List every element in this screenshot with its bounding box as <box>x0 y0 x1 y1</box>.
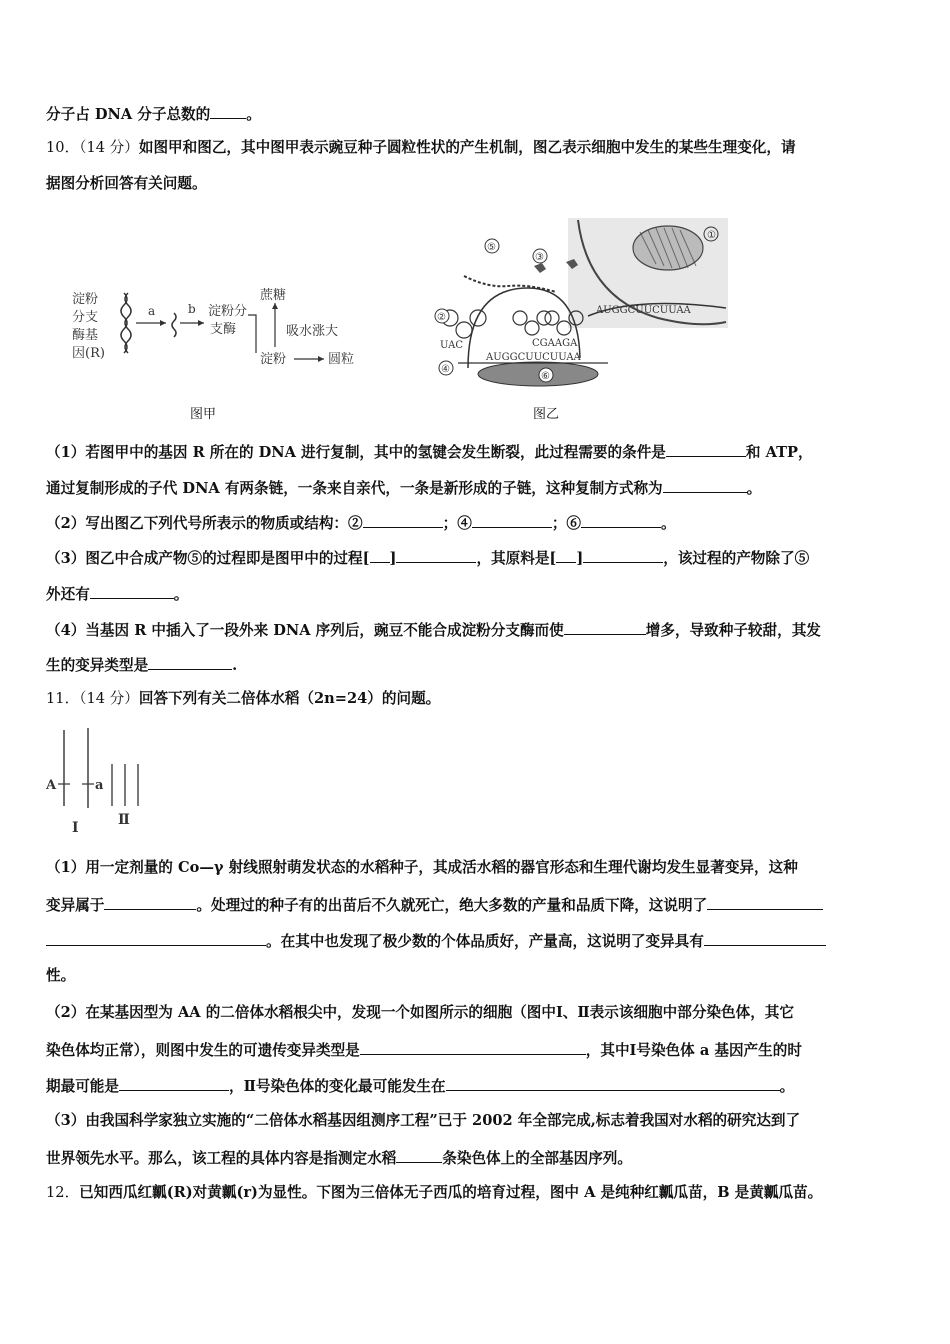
q11-3-line-1: （3）由我国科学家独立实施的“二倍体水稻基因组测序工程”已于 2002 年全部完成,标志着我国对水稻的研究达到了 <box>46 1112 801 1129</box>
round-label: 圆粒 <box>328 352 355 367</box>
answer-blank[interactable] <box>707 894 823 910</box>
q10-4-line-2: 生的变异类型是 . <box>46 654 237 676</box>
q10-3-line-1: （3）图乙中合成产物⑤的过程即是图甲中的过程[ ] ，其原料是[ ] ，该过程的产物除了⑤ <box>46 547 809 569</box>
answer-blank[interactable] <box>472 512 552 528</box>
gene-label-line: 分支 <box>72 310 99 325</box>
starch-label: 淀粉 <box>260 352 287 367</box>
q10-3-line-2: 外还有 。 <box>46 583 188 605</box>
gene-label-line: 淀粉 <box>72 292 99 307</box>
dna-helix-icon <box>125 293 131 353</box>
q10-intro-line-1: 10．（14 分）如图甲和图乙，其中图甲表示豌豆种子圆粒性状的产生机制，图乙表示细胞中发生的某些生理变化，请 <box>46 139 796 156</box>
ribosome-small-subunit <box>478 362 598 386</box>
q10-2-line: （2）写出图乙下列代号所表示的物质或结构：② ；④ ；⑥ 。 <box>46 512 676 534</box>
answer-blank[interactable] <box>370 547 390 563</box>
q12-intro-line: 12．已知西瓜红瓤(R)对黄瓤(r)为显性。下图为三倍体无子西瓜的培育过程，图中 A 是纯种红瓤瓜苗，B 是黄瓤瓜苗。 <box>46 1184 823 1201</box>
enzyme-label: 淀粉分 <box>208 304 248 319</box>
arrow-b-label: b <box>188 302 196 316</box>
codon-box-label: CGAAGA <box>532 338 578 349</box>
label-6: ⑥ <box>541 371 550 382</box>
water-label: 吸水涨大 <box>286 324 339 339</box>
answer-blank[interactable] <box>396 1147 442 1163</box>
label-5: ⑤ <box>487 242 496 253</box>
answer-blank[interactable] <box>583 547 663 563</box>
mrna-seq-label: AUGGCUUCUUAA <box>486 352 581 363</box>
answer-blank[interactable] <box>46 930 266 946</box>
answer-blank[interactable] <box>396 547 476 563</box>
answer-blank[interactable] <box>666 441 746 457</box>
sucrose-label: 蔗糖 <box>260 288 287 303</box>
answer-blank[interactable] <box>663 477 747 493</box>
mrna-icon <box>172 313 176 337</box>
answer-blank[interactable] <box>446 1075 780 1091</box>
answer-blank[interactable] <box>90 583 174 599</box>
chromosome-I-label: I <box>72 820 79 836</box>
q11-2-line-3: 期最可能是 ，Ⅱ号染色体的变化最可能发生在 。 <box>46 1075 794 1097</box>
gene-a-label: a <box>95 778 104 793</box>
chromosome-II-label: Ⅱ <box>118 812 130 828</box>
q10-intro-line-2: 据图分析回答有关问题。 <box>46 175 207 192</box>
anticodon-label: UAC <box>440 340 463 351</box>
dna-helix-shape <box>633 226 703 270</box>
q11-1-line-2: 变异属于 。处理过的种子有的出苗后不久就死亡，绝大多数的产量和品质下降，这说明了 <box>46 894 823 916</box>
q11-1-line-4: 性。 <box>46 967 76 984</box>
q10-4-line-1: （4）当基因 R 中插入了一段外来 DNA 序列后，豌豆不能合成淀粉分支酶而使 增多，导致种子较甜，其发 <box>46 619 821 641</box>
label-2: ② <box>437 312 446 323</box>
figure-jia <box>70 285 400 385</box>
gene-label-line: 因(R) <box>72 346 105 361</box>
gene-label-line: 酶基 <box>72 328 99 343</box>
q11-1-line-3: 。在其中也发现了极少数的个体品质好，产量高，这说明了变异具有 <box>46 930 826 952</box>
answer-blank[interactable] <box>148 654 232 670</box>
answer-blank[interactable] <box>104 894 196 910</box>
answer-blank[interactable] <box>210 103 246 119</box>
trna-icons <box>442 310 583 338</box>
q11-1-line-1: （1）用一定剂量的 Co—γ 射线照射萌发状态的水稻种子，其成活水稻的器官形态和生理代谢均发生显著变异，这种 <box>46 859 798 876</box>
answer-blank[interactable] <box>119 1075 229 1091</box>
answer-blank[interactable] <box>564 619 646 635</box>
q10-1-line-2: 通过复制形成的子代 DNA 有两条链，一条来自亲代，一条是新形成的子链，这种复制方式称为 。 <box>46 477 761 499</box>
q11-3-line-2: 世界领先水平。那么，该工程的具体内容是指测定水稻 条染色体上的全部基因序列。 <box>46 1147 632 1169</box>
answer-blank[interactable] <box>581 512 661 528</box>
q11-2-line-1: （2）在某基因型为 AA 的二倍体水稻根尖中，发现一个如图所示的细胞（图中Ⅰ、Ⅱ表示该细胞中部分染色体，其它 <box>46 1004 794 1021</box>
answer-blank[interactable] <box>704 930 826 946</box>
label-4: ④ <box>441 364 450 375</box>
q10-1-line-1: （1）若图甲中的基因 R 所在的 DNA 进行复制，其中的氢键会发生断裂，此过程需要的条件是 和 ATP， <box>46 441 813 463</box>
chromosome-figure <box>44 726 164 838</box>
label-1: ① <box>707 230 716 241</box>
answer-blank[interactable] <box>360 1039 586 1055</box>
amino-acid-icon <box>534 263 546 273</box>
figure-yi <box>428 218 728 393</box>
q11-2-line-2: 染色体均正常），则图中发生的可遗传变异类型是 ，其中Ⅰ号染色体 a 基因产生的时 <box>46 1039 802 1061</box>
enzyme-label: 支酶 <box>210 322 237 337</box>
nuclear-mrna-seq: AUGGCUUCUUAA <box>596 305 691 316</box>
answer-blank[interactable] <box>363 512 443 528</box>
arrow-a-label: a <box>148 304 156 318</box>
label-3: ③ <box>535 252 544 263</box>
figure-jia-caption: 图甲 <box>190 407 217 422</box>
figure-yi-caption: 图乙 <box>533 407 560 422</box>
q9-tail-line: 分子占 DNA 分子总数的 。 <box>46 103 261 125</box>
gene-A-label: A <box>46 778 57 793</box>
q11-intro-line: 11．（14 分）回答下列有关二倍体水稻（2n=24）的问题。 <box>46 690 441 707</box>
answer-blank[interactable] <box>556 547 576 563</box>
